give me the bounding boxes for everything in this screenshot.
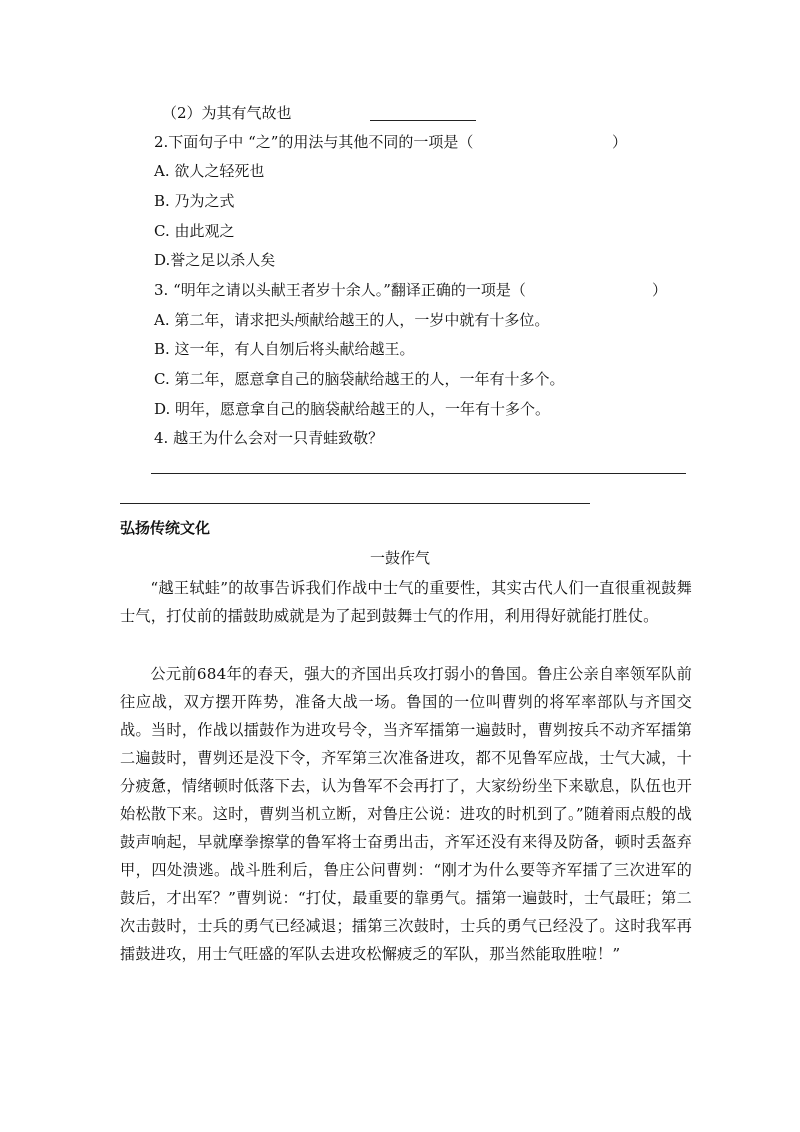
article-paragraph-1: “越王轼蛙”的故事告诉我们作战中士气的重要性，其实古代人们一直很重视鼓舞士气，打仗前的擂鼓助威就是为了起到鼓舞士气的作用，利用得好就能打胜仗。	[120, 579, 692, 625]
question-2-option-d[interactable]: D.誉之足以杀人矣	[154, 251, 276, 269]
question-2-option-a[interactable]: A. 欲人之轻死也	[154, 162, 265, 180]
answer-line-q4-1[interactable]	[151, 473, 686, 474]
article-paragraph-2: 公元前684年的春天，强大的齐国出兵攻打弱小的鲁国。鲁庄公亲自率领军队前往应战，双方摆开阵势，准备大战一场。鲁国的一位叫曹刿的将军率部队与齐国交战。当时，作战以擂鼓作为进攻号令，当齐军擂第一遍鼓时，曹刿按兵不动齐军擂第二遍鼓时，曹刿还是没下令，齐军第三次准备进攻，都不见鲁军应战，士气大减，十分疲惫，情绪顿时低落下去，认为鲁军不会再打了，大家纷纷坐下来歇息，队伍也开始松散下来。这时，曹刿当机立断，对鲁庄公说：进攻的时机到了。”随着雨点般的战鼓声响起，早就摩拳擦掌的鲁军将士奋勇出击，齐军还没有来得及防备，顿时丢盔弃甲，四处溃逃。战斗胜利后，鲁庄公问曹刿：“刚才为什么要等齐军擂了三次进军的鼓后，才出军？”曹刿说：“打仗，最重要的靠勇气。擂第一遍鼓时，士气最旺；第二次击鼓时，士兵的勇气已经减退；擂第三次鼓时，士兵的勇气已经没了。这时我军再擂鼓进攻，用士气旺盛的军队去进攻松懈疲乏的军队，那当然能取胜啦！”	[120, 665, 692, 963]
question-3-option-d[interactable]: D. 明年，愿意拿自己的脑袋献给越王的人，一年有十多个。	[154, 400, 551, 418]
question-3-option-a[interactable]: A. 第二年，请求把头颅献给越王的人，一岁中就有十多位。	[154, 311, 550, 329]
question-3-stem: 3. “明年之请以头献王者岁十余人。”翻译正确的一项是（	[154, 281, 526, 299]
answer-line-q4-2[interactable]	[120, 503, 590, 504]
question-3-close-paren: ）	[652, 281, 668, 299]
answer-blank-q1-2[interactable]	[370, 120, 476, 121]
article-title: 一鼓作气	[369, 549, 430, 567]
question-2-stem: 2.下面句子中 “之”的用法与其他不同的一项是（	[154, 133, 474, 151]
question-2-option-c[interactable]: C. 由此观之	[154, 222, 235, 240]
question-3-option-c[interactable]: C. 第二年，愿意拿自己的脑袋献给越王的人，一年有十多个。	[154, 370, 565, 388]
question-3-option-b[interactable]: B. 这一年，有人自刎后将头献给越王。	[154, 340, 415, 358]
question-2-close-paren: ）	[612, 133, 628, 151]
section-title: 弘扬传统文化	[120, 519, 211, 537]
question-4-stem: 4. 越王为什么会对一只青蛙致敬？	[154, 429, 384, 447]
question-2-option-b[interactable]: B. 乃为之式	[154, 192, 235, 210]
question-1-sub-2: （2）为其有气故也	[162, 104, 292, 122]
